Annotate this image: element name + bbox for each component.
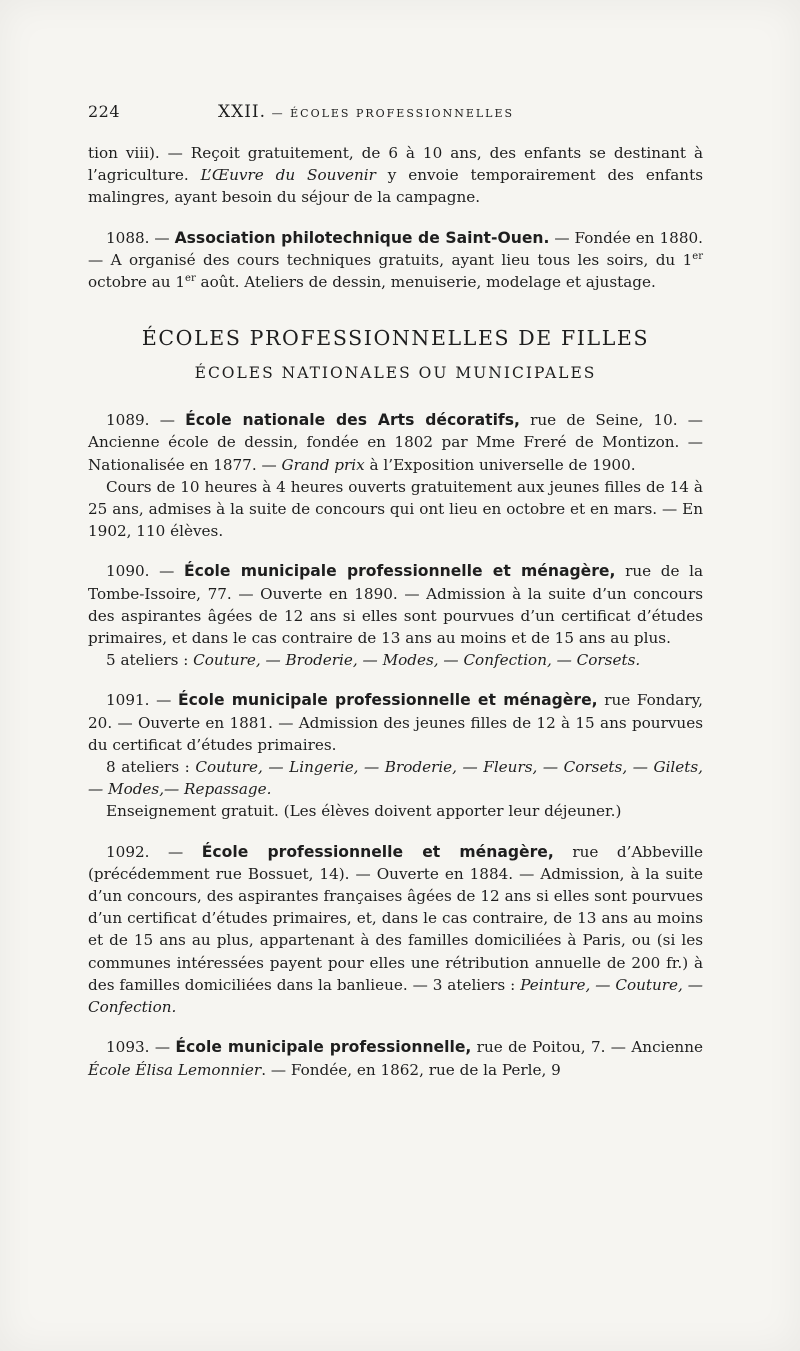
running-header <box>88 102 703 128</box>
text-run: à l’Exposition universelle de 1900. <box>364 455 636 474</box>
entry-number: 1088. — <box>106 228 175 247</box>
chapter-number: XXII. <box>218 102 267 122</box>
text-run: rue de Poitou, 7. — Ancienne <box>471 1038 703 1057</box>
italic-run: Couture, — Broderie, — Modes, — Confection, — Corsets. <box>193 651 641 670</box>
italic-run: Peinture, — Couture, — Confection. <box>88 975 703 1017</box>
text-run: — Fondée en 1880. — A organisé des cours techniques gratuits, ayant lieu tous les soirs, du 1 <box>88 228 703 269</box>
entry-number: 1090. — <box>106 562 184 581</box>
section-title: ÉCOLES PROFESSIONNELLES DE FILLES <box>141 326 650 351</box>
entry-1090-workshops <box>88 649 703 671</box>
text-run: . — Fondée, en 1862, rue de la Perle, 9 <box>261 1060 561 1079</box>
italic-run: L’Œuvre du Souvenir <box>200 166 376 185</box>
entry-1089-detail: Cours de 10 heures à 4 heures ouverts gratuitement aux jeunes filles de 14 à 25 ans, admises à la suite de concours qui ont lieu en octobre et en mars. — En 1902, 110 élèves. <box>88 477 703 541</box>
running-title <box>218 102 514 122</box>
text-run: y envoie temporairement des enfants malingres, ayant besoin du séjour de la campagne. <box>88 166 703 207</box>
entry-1092 <box>88 841 703 1019</box>
italic-run: Couture, — Lingerie, — Broderie, — Fleurs, — Corsets, — Gilets, — Modes,— Repassage. <box>88 758 703 799</box>
text-run: tion viii). — Reçoit gratuitement, de 6 à 10 ans, des enfants se destinant à l’agriculture. <box>88 144 703 185</box>
entry-1089 <box>88 409 703 476</box>
italic-run: École Élisa Lemonnier <box>88 1060 262 1079</box>
page-body <box>88 142 703 1081</box>
superscript: er <box>692 250 703 262</box>
entry-number: 1089. — <box>106 411 186 430</box>
entry-name: École professionnelle et ménagère, <box>201 842 554 861</box>
entry-1093 <box>88 1036 703 1080</box>
entry-1091 <box>88 689 703 756</box>
entry-1088 <box>88 227 703 294</box>
page-number: 224 <box>88 102 121 121</box>
text-run: rue de Seine, 10. — Ancienne école de dessin, fondée en 1802 par Mme Freré de Montizon. — Nationalisée en 1877. — <box>88 411 703 474</box>
entry-name: Association philotechnique de Saint-Ouen. <box>174 228 550 247</box>
section-subtitle: ÉCOLES NATIONALES OU MUNICIPALES <box>194 364 597 383</box>
entry-name: École municipale professionnelle et ménagère, <box>178 691 598 710</box>
entry-1090 <box>88 560 703 649</box>
text-run: 8 ateliers : <box>106 758 196 777</box>
text-run: octobre au 1 <box>88 273 186 292</box>
entry-number: 1093. — <box>106 1038 176 1057</box>
text-run: rue Fondary, 20. — Ouverte en 1881. — Admission des jeunes filles de 12 à 15 ans pourvues du certificat d’études primaires. <box>88 691 703 754</box>
text-run: rue de la Tombe-Issoire, 77. — Ouverte en 1890. — Admission à la suite d’un concours des aspirantes âgées de 12 ans si elles sont pourvues d’un certificat d’études primaires, et dans le cas contraire de 13 ans au moins et de 15 ans au plus. <box>88 562 703 648</box>
paragraph-continuation <box>88 142 703 209</box>
entry-1091-note: Enseignement gratuit. (Les élèves doivent apporter leur déjeuner.) <box>106 802 622 821</box>
entry-number: 1092. — <box>106 842 202 861</box>
superscript: er <box>185 272 196 284</box>
entry-name: École municipale professionnelle et ménagère, <box>183 562 616 581</box>
entry-number: 1091. — <box>106 691 178 710</box>
entry-name: École nationale des Arts décoratifs, <box>185 411 520 430</box>
entry-name: École municipale professionnelle, <box>175 1038 472 1057</box>
entry-1091-workshops <box>88 756 703 800</box>
text-run: août. Ateliers de dessin, menuiserie, modelage et ajustage. <box>195 273 656 292</box>
text-run: 5 ateliers : <box>106 651 194 670</box>
chapter-title: — ÉCOLES PROFESSIONNELLES <box>271 107 515 120</box>
text-run: rue d’Abbeville (précédemment rue Bossuet, 14). — Ouverte en 1884. — Admission, à la suite d’un concours, des aspirantes françaises âgées de 12 ans si elles sont pourvues d’un certificat d’études primaires, et, dans le cas contraire, de 13 ans au moins et de 15 ans au plus, appartenant à des familles domiciliées à Paris, ou (si les communes intéressées payent pour elles une rétribution annuelle de 200 fr.) à des familles domiciliées dans la banlieue. — 3 ateliers : <box>88 842 704 994</box>
italic-run: Grand prix <box>281 455 365 474</box>
